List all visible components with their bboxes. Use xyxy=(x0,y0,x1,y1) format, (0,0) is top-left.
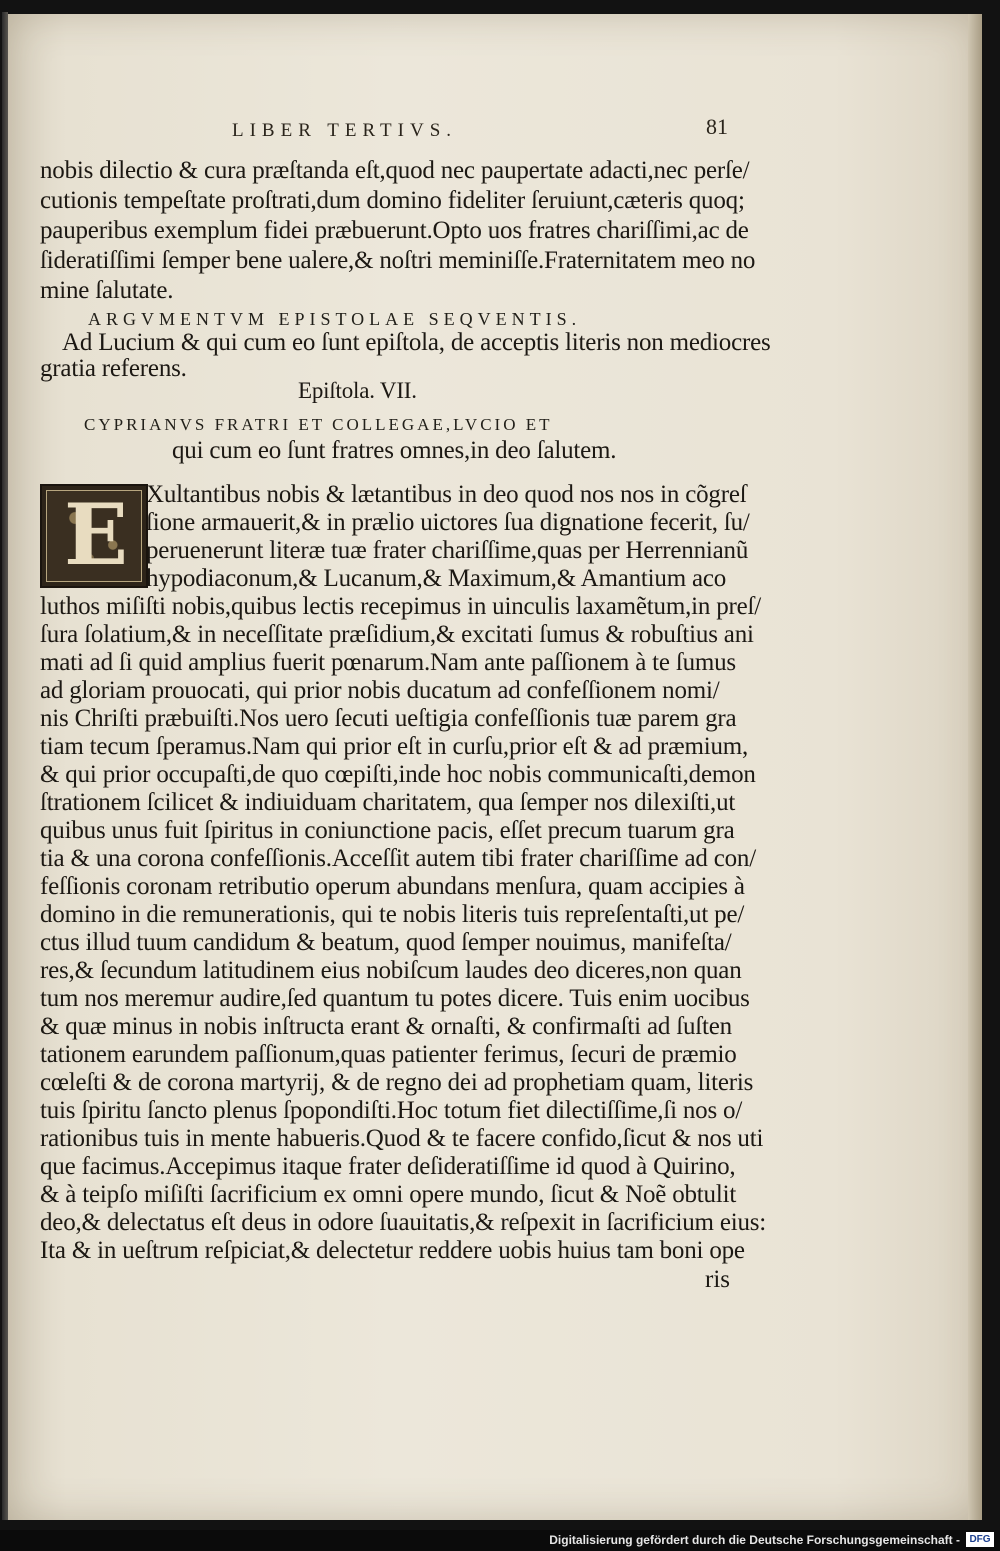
body-line: domino in die remunerationis, qui te nobis literis tuis repreſentaſti,ut pe/ xyxy=(40,901,745,928)
body-line: ſione armauerit,& in prælio uictores ſua dignatione fecerit, ſu/ xyxy=(146,509,750,536)
initial-letter: E xyxy=(64,485,129,584)
body-line: tiam tecum ſperamus.Nam qui prior eſt in curſu,prior eſt & ad præmium, xyxy=(40,733,749,760)
body-line: tia & una corona confeſſionis.Acceſſit autem tibi frater chariſſime ad con/ xyxy=(40,845,756,872)
body-line: nis Chriſti præbuiſti.Nos uero ſecuti ueſtigia confeſſionis tuæ parem gra xyxy=(40,705,737,732)
body-line: Ita & in ueſtrum reſpiciat,& delectetur reddere uobis huius tam boni ope xyxy=(40,1237,745,1264)
epistle-label: Epiſtola. VII. xyxy=(298,378,417,403)
funding-credit: Digitalisierung gefördert durch die Deutsche Forschungsgemeinschaft - xyxy=(549,1533,960,1547)
paragraph-line: nobis dilectio & cura præſtanda eſt,quod nec paupertate adacti,nec perſe/ xyxy=(40,157,750,184)
body-line: luthos miſiſti nobis,quibus lectis recepimus in uinculis laxamẽtum,in preſ/ xyxy=(40,593,762,620)
page-number: 81 xyxy=(706,114,728,139)
paragraph-line: ſideratiſſimi ſemper bene ualere,& noſtri meminiſſe.Fraternitatem meo no xyxy=(40,247,756,274)
body-line: quibus unus fuit ſpiritus in coniunctione pacis, eſſet precum tuarum gra xyxy=(40,817,735,844)
body-line: mati ad ſi quid amplius fuerit pœnarum.Nam ante paſſionem à te ſumus xyxy=(40,649,736,676)
body-line: res,& ſecundum latitudinem eius nobiſcum laudes deo diceres,non quan xyxy=(40,957,742,984)
body-line: rationibus tuis in mente habueris.Quod & te facere confido,ſicut & nos uti xyxy=(40,1125,764,1152)
body-line: & qui prior occupaſti,de quo cœpiſti,inde hoc nobis communicaſti,demon xyxy=(40,761,756,788)
dfg-logo: DFG xyxy=(966,1532,994,1547)
body-line: ad gloriam prouocati, qui prior nobis ducatum ad confeſſionem nomi/ xyxy=(40,677,720,704)
body-line: & quæ minus in nobis inſtructa erant & ornaſti, & confirmaſti ad ſuſten xyxy=(40,1013,732,1040)
argument-line: Ad Lucium & qui cum eo ſunt epiſtola, de acceptis literis non mediocres xyxy=(62,329,771,356)
body-line: & à teipſo miſiſti ſacrificium ex omni opere mundo, ſicut & Noẽ obtulit xyxy=(40,1181,737,1208)
body-line: tationem earundem paſſionum,quas patienter ferimus, ſecuri de præmio xyxy=(40,1041,737,1068)
salutation-heading: CYPRIANVS FRATRI ET COLLEGAE,LVCIO ET xyxy=(84,415,553,434)
body-line: tuis ſpiritu ſancto plenus ſpopondiſti.Hoc totum fiet dilectiſſime,ſi nos o/ xyxy=(40,1097,743,1124)
footer-bar xyxy=(0,1530,1000,1551)
body-line: ſtrationem ſcilicet & indiuiduam charitatem, qua ſemper nos dilexiſti,ut xyxy=(40,789,736,816)
running-head xyxy=(40,114,740,148)
body-line: ctus illud tuum candidum & beatum, quod ſemper nouimus, manifeſta/ xyxy=(40,929,732,956)
body-line: cœleſti & de corona martyrij, & de regno dei ad prophetiam quam, literis xyxy=(40,1069,754,1096)
argument-line: gratia referens. xyxy=(40,355,187,382)
body-line: hypodiaconum,& Lucanum,& Maximum,& Amantium aco xyxy=(146,565,727,592)
decorated-initial xyxy=(40,484,148,588)
catchword: ris xyxy=(705,1266,730,1293)
body-line: que facimus.Accepimus itaque frater deſideratiſſime id quod à Quirino, xyxy=(40,1153,736,1180)
argument-heading: ARGVMENTVM EPISTOLAE SEQVENTIS. xyxy=(88,309,582,329)
body-line: Xultantibus nobis & lætantibus in deo quod nos nos in cõgreſ xyxy=(146,481,747,508)
body-line: deo,& delectatus eſt deus in odore ſuauitatis,& reſpexit in ſacrificium eius: xyxy=(40,1209,767,1236)
paragraph-line: pauperibus exemplum fidei præbuerunt.Opto uos fratres chariſſimi,ac de xyxy=(40,217,749,244)
body-line: ſura ſolatium,& in neceſſitate præſidium,& excitati ſumus & robuſtius ani xyxy=(40,621,754,648)
paragraph-line: mine ſalutate. xyxy=(40,277,174,304)
running-title: LIBER TERTIVS. xyxy=(232,120,458,141)
body-line: tum nos meremur audire,ſed quantum tu potes dicere. Tuis enim uocibus xyxy=(40,985,750,1012)
paragraph-line: cutionis tempeſtate proſtrati,dum domino fideliter ſeruiunt,cæteris quoq; xyxy=(40,187,745,214)
body-line: peruenerunt literæ tuæ frater chariſſime,quas per Herrennianũ xyxy=(146,537,749,564)
body-line: feſſionis coronam retributio operum abundans menſura, quam accipies à xyxy=(40,873,745,900)
salutation-line: qui cum eo ſunt fratres omnes,in deo ſalutem. xyxy=(172,437,617,464)
